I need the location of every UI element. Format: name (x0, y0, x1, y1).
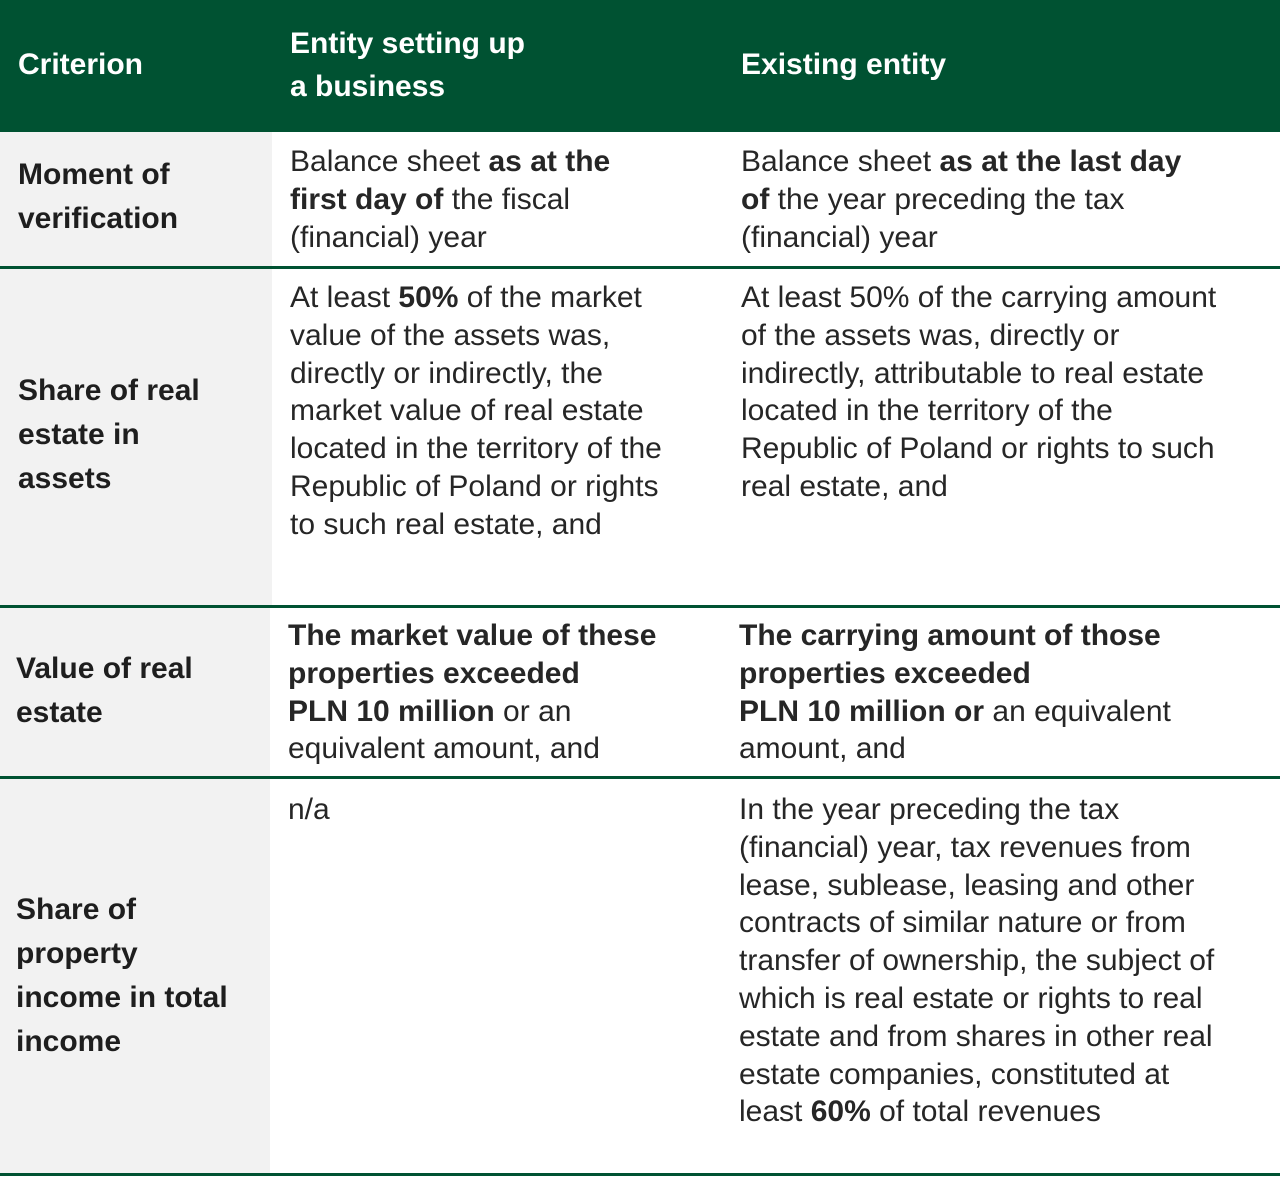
row-3-criterion (16, 647, 193, 735)
criterion-line: estate (16, 696, 103, 729)
row-divider (0, 1173, 1280, 1176)
row-1-criterion (18, 153, 178, 241)
row-divider (0, 266, 1280, 269)
row-2-criterion (18, 369, 200, 501)
row-4-new-entity: n/a (288, 793, 330, 826)
table-header (0, 0, 1280, 132)
row-4-existing-entity: In the year preceding the tax (financial) year, tax revenues from lease, sublease, leasing and other contracts of similar nature or from transfer of ownership, the subject of which is real estate or rights to real estate and from shares in other real estate companies, constituted at least 60% of total revenues (739, 793, 1215, 1129)
row-1-new-entity: Balance sheet as at the first day of the fiscal (financial) year (290, 145, 611, 254)
row-4-criterion (16, 888, 228, 1064)
header-existing-entity: Existing entity (741, 48, 947, 81)
row-3-new-entity: The market value of these properties exceeded PLN 10 million or an equivalent amount, and (288, 619, 657, 766)
row-3-existing-entity: The carrying amount of those properties exceeded PLN 10 million or an equivalent amount, and (739, 619, 1171, 766)
criterion-line: estate in (18, 418, 140, 451)
criterion-line: income in total (16, 981, 228, 1014)
header-new-entity-line2: a business (290, 70, 446, 103)
row-divider (0, 776, 1280, 779)
header-criterion: Criterion (18, 48, 144, 81)
criterion-line: Value of real (16, 652, 193, 685)
header-new-entity (290, 22, 525, 108)
criterion-line: Share of (16, 893, 137, 926)
criterion-line: assets (18, 462, 112, 495)
criterion-line: property (16, 937, 138, 970)
row-divider (0, 605, 1280, 608)
criterion-line: Share of real (18, 374, 200, 407)
row-2-existing-entity: At least 50% of the carrying amount of the assets was, directly or indirectly, attributable to real estate located in the territory of the Republic of Poland or rights to such real estate, and (741, 281, 1217, 503)
header-new-entity-line1: Entity setting up (290, 27, 525, 60)
criterion-line: verification (18, 202, 179, 235)
criterion-line: Moment of (18, 158, 170, 191)
criterion-line: income (16, 1025, 122, 1058)
row-1-existing-entity: Balance sheet as at the last day of the year preceding the tax (financial) year (741, 145, 1182, 254)
row-2-new-entity: At least 50% of the market value of the assets was, directly or indirectly, the market value of real estate located in the territory of the Republic of Poland or rights to such real estate, and (290, 281, 662, 541)
